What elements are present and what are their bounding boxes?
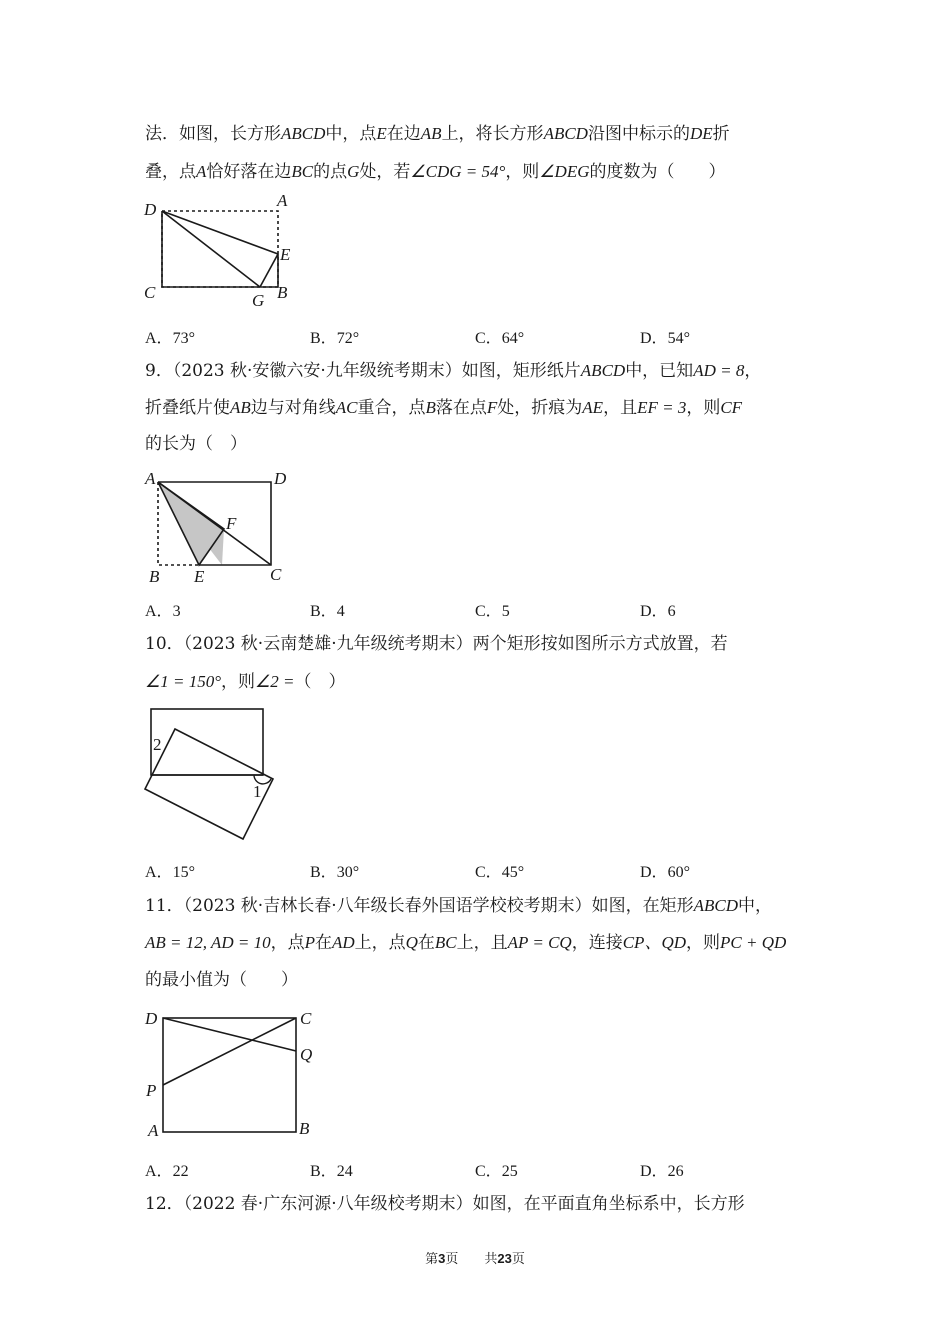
q12-stem-line-1: 12．（2022 春·广东河源·八年级校考期末）如图，在平面直角坐标系中，长方形 [145,1194,745,1214]
q8-label-d: D [144,200,157,219]
q11-option-d[interactable]: D．26 [640,1163,684,1180]
q11-option-a[interactable]: A．22 [145,1163,189,1180]
q11-label-b: B [299,1119,310,1138]
q11-label-q: Q [300,1045,313,1064]
page-footer: 第3页 共23页 [425,1251,525,1267]
q11-stem-line-3: 的最小值为（ ） [145,970,298,990]
q11-figure [140,1004,330,1140]
q10-option-c[interactable]: C．45° [475,864,525,881]
q8-option-d[interactable]: D．54° [640,330,690,347]
q9-stem-line-1: 9．（2023 秋·安徽六安·九年级统考期末）如图，矩形纸片ABCD中，已知AD = 8， [145,361,762,381]
q9-stem-line-2: 折叠纸片使AB边与对角线AC重合，点B落在点F处，折痕为AE，且EF = 3，则CF [145,398,743,418]
q8-label-a: A [277,191,288,210]
q11-stem-line-2: AB = 12, AD = 10，点P在AD上，点Q在BC上，且AP = CQ，连接CP、QD，则PC + QD [145,933,787,953]
q8-option-a[interactable]: A．73° [145,330,195,347]
q9-option-c[interactable]: C．5 [475,603,510,620]
q10-figure [140,702,290,844]
q11-label-d: D [145,1009,158,1028]
q9-stem-line-3: 的长为（ ） [145,434,247,454]
q11-option-b[interactable]: B．24 [310,1163,353,1180]
q8-stem-line-2: 叠，点A恰好落在边BC的点G处，若∠CDG = 54°，则∠DEG的度数为（ ） [145,162,726,182]
q8-option-c[interactable]: C．64° [475,330,525,347]
total-page-count: 23 [497,1251,512,1266]
q8-option-b[interactable]: B．72° [310,330,360,347]
q10-label-2: 2 [153,735,162,754]
q10-stem-line-1: 10．（2023 秋·云南楚雄·九年级统考期末）两个矩形按如图所示方式放置，若 [145,634,728,654]
q9-option-d[interactable]: D．6 [640,603,676,620]
q11-label-c: C [300,1009,312,1028]
q9-label-c: C [270,565,282,584]
q10-option-a[interactable]: A．15° [145,864,195,881]
q10-label-1: 1 [253,782,262,801]
q9-label-d: D [274,469,287,488]
q8-figure [140,190,310,312]
q11-label-a: A [148,1121,159,1140]
q8-label-b: B [277,283,288,302]
q9-label-a: A [145,469,156,488]
q9-label-e: E [194,567,205,586]
q8-label-e: E [280,245,291,264]
q10-option-d[interactable]: D．60° [640,864,690,881]
q9-label-f: F [226,514,237,533]
q8-label-c: C [144,283,156,302]
q10-option-b[interactable]: B．30° [310,864,360,881]
q9-option-a[interactable]: A．3 [145,603,181,620]
q10-stem-line-2: ∠1 = 150°，则∠2 =（ ） [145,672,346,692]
q11-label-p: P [146,1081,157,1100]
q9-figure [140,462,300,586]
q8-stem-line-1: 法．如图，长方形ABCD中，点E在边AB上，将长方形ABCD沿图中标示的DE折 [145,124,730,144]
q11-option-c[interactable]: C．25 [475,1163,518,1180]
current-page-number: 3 [438,1251,446,1266]
q9-label-b: B [149,567,160,586]
q8-label-g: G [252,291,265,310]
q11-stem-line-1: 11．（2023 秋·吉林长春·八年级长春外国语学校校考期末）如图，在矩形ABCD中， [145,896,772,916]
q9-option-b[interactable]: B．4 [310,603,345,620]
